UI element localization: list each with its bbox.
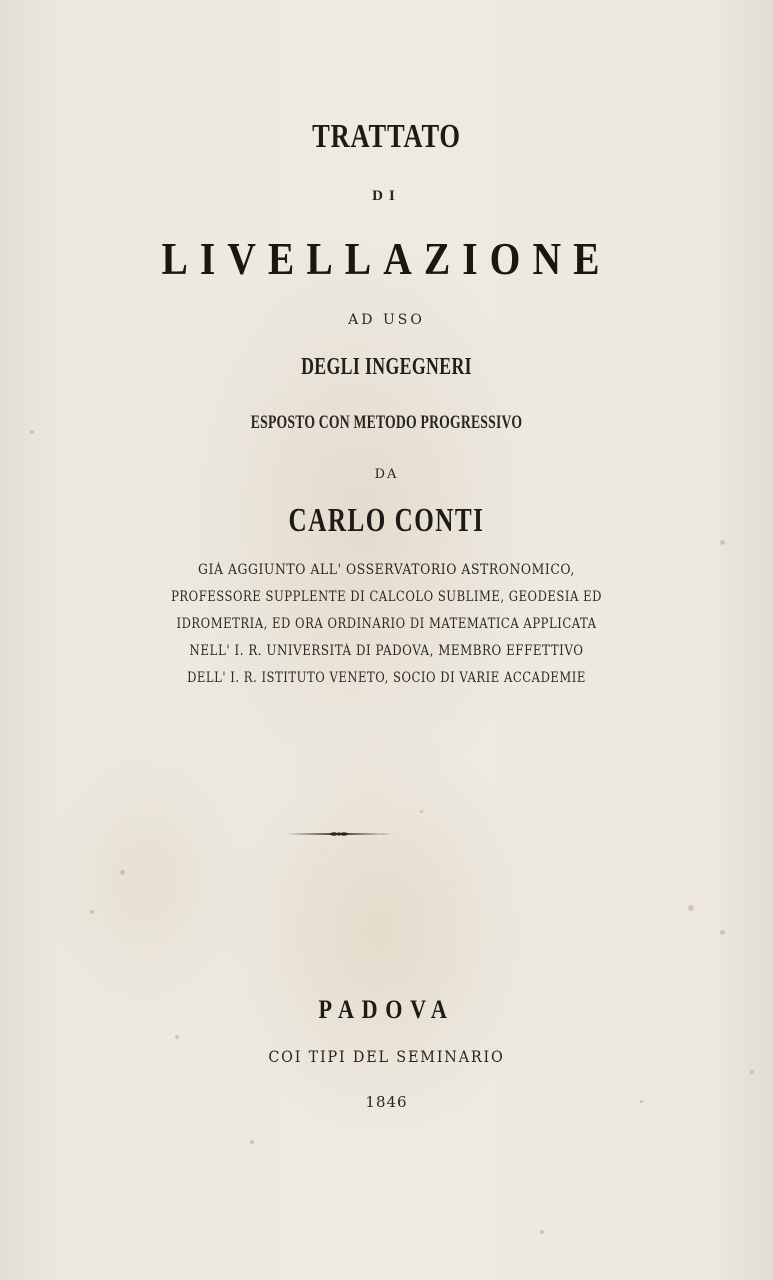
author-credential-line: PROFESSORE SUPPLENTE DI CALCOLO SUBLIME, GEODESIA ED [171, 589, 602, 605]
foxing-spot [720, 540, 725, 545]
author-credential-line: IDROMETRIA, ED ORA ORDINARIO DI MATEMATICA APPLICATA [176, 616, 597, 632]
foxing-spot [540, 1230, 544, 1234]
title-method-line: ESPOSTO CON METODO PROGRESSIVO [250, 412, 523, 433]
foxing-spot [175, 1035, 179, 1039]
foxing-spot [120, 870, 125, 875]
foxing-spot [90, 910, 94, 914]
title-audience-line: DEGLI INGEGNERI [301, 354, 472, 380]
title-da-line: DA [374, 467, 399, 482]
author-credential-line: DELL' I. R. ISTITUTO VENETO, SOCIO DI VARIE ACCADEMIE [187, 670, 586, 686]
title-ad-uso-line: AD USO [348, 312, 425, 328]
foxing-spot [420, 810, 423, 813]
foxing-spot [30, 430, 34, 434]
author-credential-line: NELL' I. R. UNIVERSITÀ DI PADOVA, MEMBRO EFFETTIVO [189, 643, 584, 659]
foxing-spot [750, 1070, 754, 1074]
title-subject-line: LIVELLAZIONE [161, 233, 612, 284]
author-credential-line: GIÀ AGGIUNTO ALL' OSSERVATORIO ASTRONOMICO, [198, 562, 575, 578]
rule-ornament-icon [286, 828, 392, 840]
title-main-line: TRATTATO [312, 118, 461, 155]
foxing-spot [720, 930, 725, 935]
imprint-year: 1846 [365, 1093, 408, 1111]
author-name: CARLO CONTI [288, 502, 485, 539]
imprint-place: PADOVA [318, 995, 455, 1024]
title-di-line: DI [372, 188, 401, 204]
imprint-printer: COI TIPI DEL SEMINARIO [268, 1047, 505, 1066]
foxing-spot [688, 905, 694, 911]
foxing-spot [250, 1140, 254, 1144]
